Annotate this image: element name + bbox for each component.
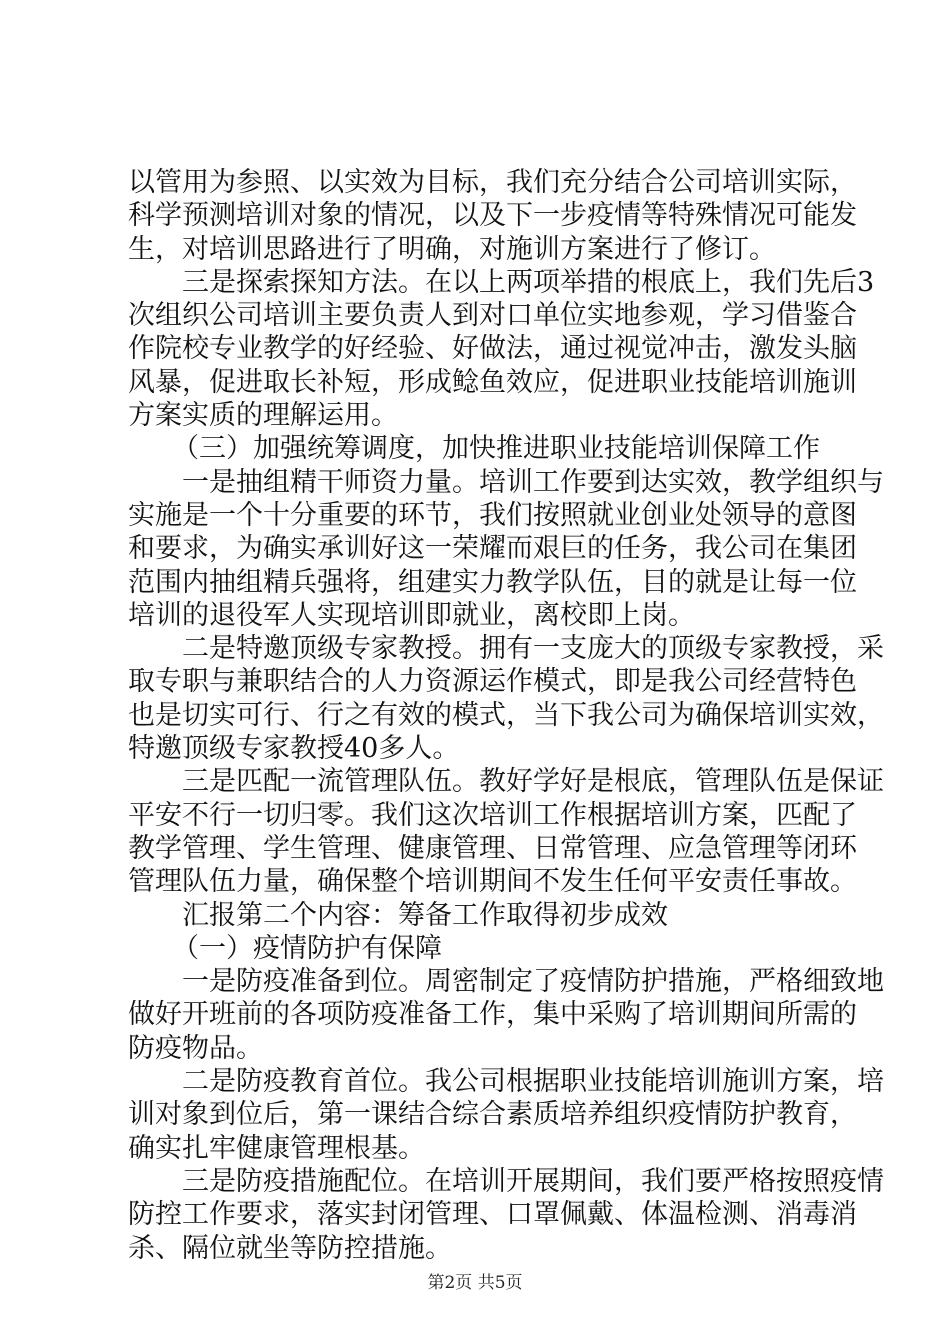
document-body bbox=[128, 166, 884, 1265]
text-line: 管理队伍力量，确保整个培训期间不发生任何平安责任事故。 bbox=[128, 866, 857, 898]
text-line: 实施是一个十分重要的环节，我们按照就业创业处领导的意图 bbox=[128, 499, 857, 531]
text-line: 做好开班前的各项防疫准备工作，集中采购了培训期间所需的 bbox=[128, 999, 857, 1031]
text-line: 汇报第二个内容：筹备工作取得初步成效 bbox=[182, 899, 668, 931]
text-line: 二是特邀顶级专家教授。拥有一支庞大的顶级专家教授，采 bbox=[182, 633, 884, 665]
text-line: 一是防疫准备到位。周密制定了疫情防护措施，严格细致地 bbox=[182, 966, 884, 998]
text-line: 三是探索探知方法。在以上两项举措的根底上，我们先后3 bbox=[182, 266, 875, 298]
text-line: 风暴，促进取长补短，形成鲶鱼效应，促进职业技能培训施训 bbox=[128, 366, 857, 398]
text-line: 范围内抽组精兵强将，组建实力教学队伍，目的就是让每一位 bbox=[128, 566, 857, 598]
text-line: 科学预测培训对象的情况，以及下一步疫情等特殊情况可能发 bbox=[128, 200, 857, 232]
text-line: 平安不行一切归零。我们这次培训工作根据培训方案，匹配了 bbox=[128, 799, 857, 831]
text-line: 生，对培训思路进行了明确，对施训方案进行了修订。 bbox=[128, 233, 776, 265]
text-line: 防控工作要求，落实封闭管理、口罩佩戴、体温检测、消毒消 bbox=[128, 1199, 857, 1231]
text-line: 取专职与兼职结合的人力资源运作模式，即是我公司经营特色 bbox=[128, 666, 857, 698]
text-line: 方案实质的理解运用。 bbox=[128, 400, 398, 432]
text-line: 三是防疫措施配位。在培训开展期间，我们要严格按照疫情 bbox=[182, 1165, 884, 1197]
text-line: 确实扎牢健康管理根基。 bbox=[128, 1132, 425, 1164]
text-line: 防疫物品。 bbox=[128, 1032, 263, 1064]
text-line: 训对象到位后，第一课结合综合素质培养组织疫情防护教育， bbox=[128, 1099, 857, 1131]
text-line: 教学管理、学生管理、健康管理、日常管理、应急管理等闭环 bbox=[128, 832, 857, 864]
text-line: 和要求，为确实承训好这一荣耀而艰巨的任务，我公司在集团 bbox=[128, 533, 857, 565]
text-line: 三是匹配一流管理队伍。教好学好是根底，管理队伍是保证 bbox=[182, 766, 884, 798]
text-line: 杀、隔位就坐等防控措施。 bbox=[128, 1232, 452, 1264]
text-line: 作院校专业教学的好经验、好做法，通过视觉冲击，激发头脑 bbox=[128, 333, 857, 365]
text-line: 以管用为参照、以实效为目标，我们充分结合公司培训实际， bbox=[128, 167, 857, 198]
text-line: （三）加强统筹调度，加快推进职业技能培训保障工作 bbox=[172, 433, 820, 465]
text-line: 一是抽组精干师资力量。培训工作要到达实效，教学组织与 bbox=[182, 466, 884, 498]
text-line: 培训的退役军人实现培训即就业，离校即上岗。 bbox=[128, 599, 695, 631]
text-line: 特邀顶级专家教授40多人。 bbox=[128, 733, 460, 765]
text-line: 二是防疫教育首位。我公司根据职业技能培训施训方案，培 bbox=[182, 1066, 884, 1098]
text-line: （一）疫情防护有保障 bbox=[172, 932, 442, 964]
text-line: 次组织公司培训主要负责人到对口单位实地参观，学习借鉴合 bbox=[128, 300, 857, 332]
page-footer: 第2页 共5页 bbox=[427, 1273, 523, 1293]
text-line: 也是切实可行、行之有效的模式，当下我公司为确保培训实效， bbox=[128, 699, 884, 731]
